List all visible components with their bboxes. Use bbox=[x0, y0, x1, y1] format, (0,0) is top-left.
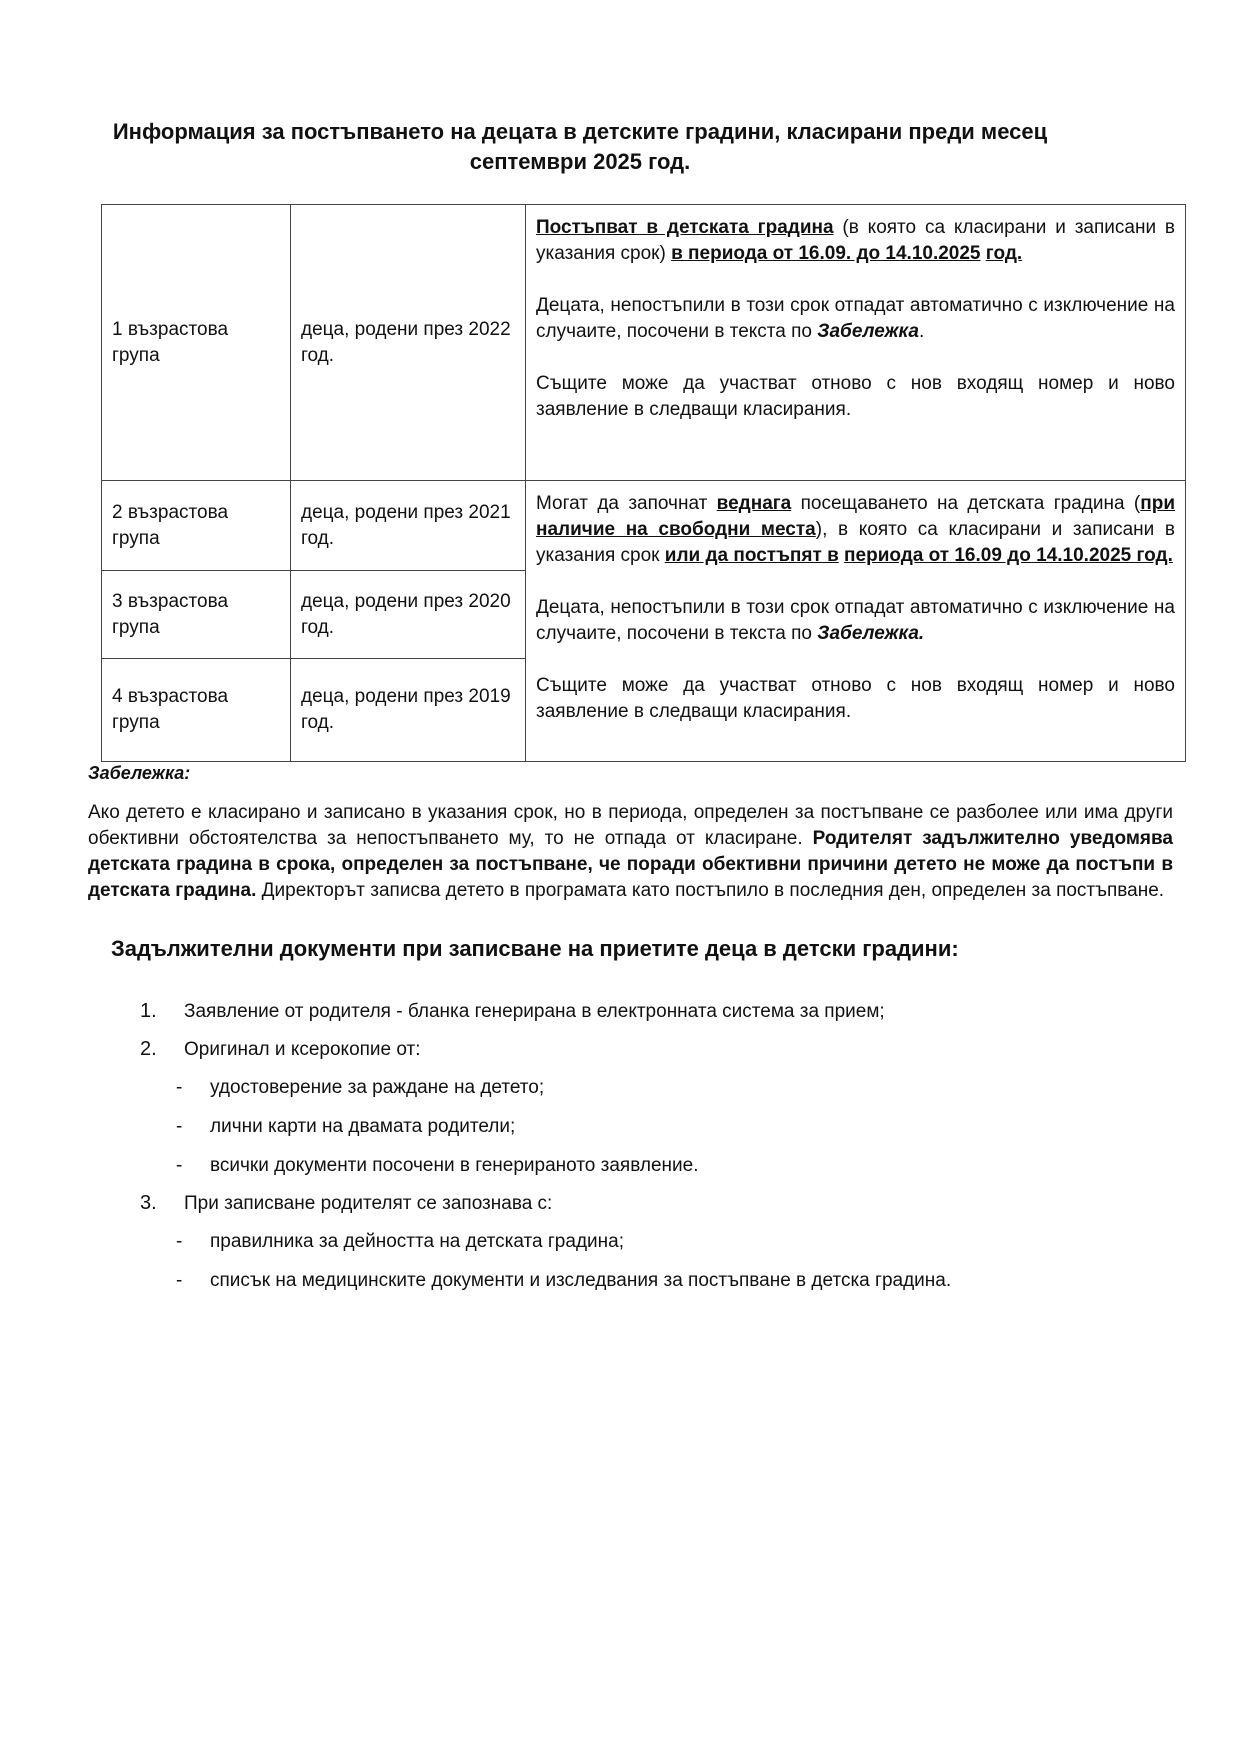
list-number: 3. bbox=[140, 1192, 157, 1214]
age-group-cell: 3 възрастова група bbox=[102, 571, 291, 659]
note-ref: Забележка bbox=[817, 321, 919, 342]
note-title: Забележка: bbox=[88, 763, 191, 783]
title-line-1: Информация за постъпването на децата в детските градини, класирани преди месец bbox=[112, 119, 1048, 144]
sub-item-text: лични карти на двамата родители; bbox=[210, 1116, 516, 1137]
age-group-cell: 1 възрастова група bbox=[102, 205, 291, 481]
age-group-table bbox=[101, 204, 1186, 762]
emphasis-text: или да постъпят в bbox=[664, 545, 839, 566]
dropout-paragraph bbox=[536, 293, 1175, 345]
admission-paragraph bbox=[536, 215, 1175, 267]
list-number: 2. bbox=[140, 1038, 157, 1060]
dash-bullet: - bbox=[176, 1077, 183, 1098]
birth-year-cell: деца, родени през 2019 год. bbox=[291, 659, 526, 762]
period-text: в периода от 16.09. до 14.10.2025 bbox=[671, 243, 981, 264]
year-text: год. bbox=[985, 243, 1023, 264]
dash-bullet: - bbox=[176, 1231, 183, 1252]
admission-info-cell-2 bbox=[526, 481, 1186, 762]
list-item bbox=[140, 1192, 552, 1215]
list-item bbox=[140, 1000, 885, 1023]
sub-list-item bbox=[176, 1270, 951, 1292]
dash-bullet: - bbox=[176, 1155, 183, 1176]
body-text: ), в която са класирани и записани в указания срок bbox=[536, 519, 1176, 566]
sub-item-text: удостоверение за раждане на детето; bbox=[210, 1077, 545, 1098]
sub-list-item bbox=[176, 1231, 624, 1253]
body-text: посещаването на детската градина ( bbox=[791, 493, 1141, 514]
emphasis-text: Постъпват в детската градина bbox=[536, 217, 834, 238]
note-ref: Забележка. bbox=[817, 623, 925, 644]
list-item-text: При записване родителят се запознава с: bbox=[184, 1193, 553, 1214]
list-number: 1. bbox=[140, 1000, 157, 1022]
birth-year-cell: деца, родени през 2021 год. bbox=[291, 481, 526, 571]
body-text: Могат да започнат bbox=[536, 493, 717, 514]
list-item-text: Оригинал и ксерокопие от: bbox=[184, 1039, 421, 1060]
sub-list-item bbox=[176, 1116, 515, 1138]
period-text: периода от 16.09 до 14.10.2025 год. bbox=[844, 545, 1173, 566]
dropout-paragraph bbox=[536, 595, 1175, 647]
admission-info-cell-1 bbox=[526, 205, 1186, 481]
page-title bbox=[80, 117, 1080, 177]
body-text: Децата, непостъпили в този срок отпадат автоматично с изключение на случаите, посочени в текста по bbox=[536, 295, 1175, 342]
dash-bullet: - bbox=[176, 1116, 183, 1137]
age-group-cell: 4 възрастова група bbox=[102, 659, 291, 762]
table-row bbox=[102, 205, 1186, 481]
note-text bbox=[88, 800, 1173, 904]
emphasis-text: при наличие на свободни места bbox=[536, 493, 1175, 540]
sub-item-text: правилника за дейността на детската градина; bbox=[210, 1231, 624, 1252]
body-text: Децата, непостъпили в този срок отпадат автоматично с изключение на случаите, посочени в текста по bbox=[536, 597, 1175, 644]
body-text: Ако детето е класирано и записано в указания срок, но в периода, определен за постъпване се разболее или има други обективни обстоятелства за непостъпването му, то не отпада от класиране. bbox=[88, 802, 1173, 849]
bold-text: Родителят задължително уведомява детската градина в срока, определен за постъпване, че поради обективни причини детето не може да постъпи в детската градина. bbox=[88, 828, 1173, 901]
body-text: Директорът записва детето в програмата като постъпило в последния ден, определен за постъпване. bbox=[256, 880, 1165, 901]
admission-paragraph bbox=[536, 491, 1175, 569]
body-text: (в която са класирани и записани в указания срок) bbox=[536, 217, 1176, 264]
age-group-cell: 2 възрастова група bbox=[102, 481, 291, 571]
reapply-paragraph: Същите може да участват отново с нов входящ номер и ново заявление в следващи класирания. bbox=[536, 373, 1175, 420]
list-item bbox=[140, 1038, 421, 1061]
sub-list-item bbox=[176, 1077, 544, 1099]
title-line-2: септември 2025 год. bbox=[469, 149, 691, 174]
body-text: . bbox=[918, 321, 925, 342]
sub-item-text: списък на медицинските документи и изследвания за постъпване в детска градина. bbox=[210, 1270, 952, 1291]
reapply-paragraph: Същите може да участват отново с нов входящ номер и ново заявление в следващи класирания. bbox=[536, 675, 1175, 722]
sub-item-text: всички документи посочени в генерираното заявление. bbox=[210, 1155, 699, 1176]
emphasis-text: веднага bbox=[716, 493, 792, 514]
dash-bullet: - bbox=[176, 1270, 183, 1291]
sub-list-item bbox=[176, 1155, 698, 1177]
birth-year-cell: деца, родени през 2020 год. bbox=[291, 571, 526, 659]
table-row bbox=[102, 481, 1186, 571]
list-item-text: Заявление от родителя - бланка генерирана в електронната система за прием; bbox=[184, 1001, 885, 1022]
documents-title: Задължителни документи при записване на приетите деца в детски градини: bbox=[111, 936, 959, 961]
birth-year-cell: деца, родени през 2022 год. bbox=[291, 205, 526, 481]
